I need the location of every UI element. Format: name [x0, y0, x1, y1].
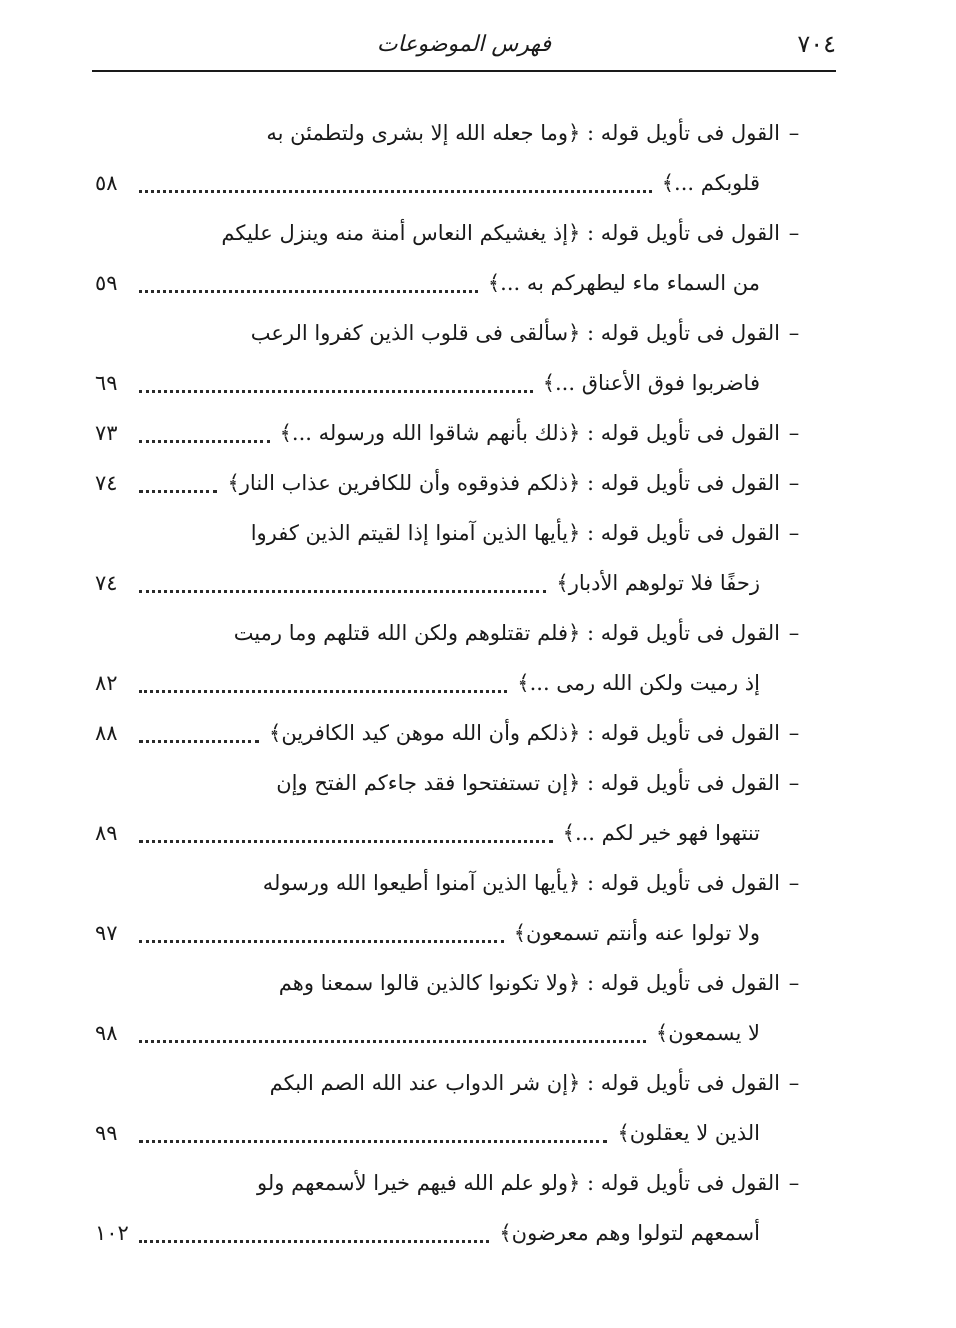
- dot-leader: [139, 840, 553, 843]
- entry-text: القول فى تأويل قوله : ﴿ذلكم فذوقوه وأن للكافرين عذاب النار﴾: [227, 471, 780, 495]
- toc-entry: [95, 708, 806, 758]
- toc-entry: [95, 608, 806, 708]
- toc-entry: [95, 208, 806, 308]
- entry-text-continued: فاضربوا فوق الأعناق ...﴾: [542, 371, 760, 395]
- toc-entry-line: [95, 308, 806, 358]
- entry-page-number: ٨٨: [95, 721, 118, 745]
- entry-dash: –: [788, 471, 800, 495]
- entry-dash: –: [788, 421, 800, 445]
- toc-entry-line: [95, 508, 806, 558]
- entry-text-continued: زحفًا فلا تولوهم الأدبار﴾: [556, 571, 760, 595]
- entry-text-continued: ولا تولوا عنه وأنتم تسمعون﴾: [513, 921, 760, 945]
- toc-entry: [95, 958, 806, 1058]
- entry-page-number: ٩٩: [95, 1121, 118, 1145]
- entry-text-continued: قلوبكم ...﴾: [661, 171, 760, 195]
- entry-page-number: ٨٩: [95, 821, 118, 845]
- entry-text: القول فى تأويل قوله : ﴿يأيها الذين آمنوا إذا لقيتم الذين كفروا: [250, 521, 780, 545]
- toc-entry-line: [95, 608, 806, 658]
- toc-entry: [95, 1158, 806, 1258]
- dot-leader: [139, 940, 504, 943]
- toc-entry-continuation: [95, 258, 806, 308]
- toc-entry-line: [95, 458, 806, 508]
- entry-dash: –: [788, 621, 800, 645]
- entry-text: القول فى تأويل قوله : ﴿ولو علم الله فيهم خيرا لأسمعهم ولو: [257, 1171, 780, 1195]
- toc-entries: [95, 108, 806, 1258]
- toc-entry-continuation: [95, 358, 806, 408]
- entry-page-number: ١٠٢: [95, 1221, 129, 1245]
- dot-leader: [139, 1040, 646, 1043]
- entry-page-number: ٦٩: [95, 371, 118, 395]
- entry-text: القول فى تأويل قوله : ﴿وما جعله الله إلا بشرى ولتطمئن به: [266, 121, 780, 145]
- toc-entry: [95, 408, 806, 458]
- toc-entry-continuation: [95, 1108, 806, 1158]
- entry-page-number: ٥٨: [95, 171, 118, 195]
- entry-dash: –: [788, 221, 800, 245]
- entry-text-continued: تنتهوا فهو خير لكم ...﴾: [562, 821, 760, 845]
- entry-dash: –: [788, 521, 800, 545]
- entry-page-number: ٧٣: [95, 421, 118, 445]
- toc-entry-line: [95, 1158, 806, 1208]
- toc-entry: [95, 308, 806, 408]
- entry-page-number: ٥٩: [95, 271, 118, 295]
- toc-entry-line: [95, 708, 806, 758]
- dot-leader: [139, 590, 546, 593]
- entry-text-continued: من السماء ماء ليطهركم به ...﴾: [487, 271, 760, 295]
- dot-leader: [139, 690, 507, 693]
- toc-entry-line: [95, 1058, 806, 1108]
- entry-text-continued: أسمعهم لتولوا وهم معرضون﴾: [499, 1221, 760, 1245]
- header-rule: [92, 70, 836, 72]
- entry-text-continued: لا يسمعون﴾: [655, 1021, 760, 1045]
- dot-leader: [139, 390, 533, 393]
- toc-entry-continuation: [95, 808, 806, 858]
- dot-leader: [139, 190, 652, 193]
- entry-text: القول فى تأويل قوله : ﴿إذ يغشيكم النعاس أمنة منه وينزل عليكم: [221, 221, 780, 245]
- toc-entry: [95, 758, 806, 858]
- toc-entry-continuation: [95, 908, 806, 958]
- entry-text: القول فى تأويل قوله : ﴿ولا تكونوا كالذين قالوا سمعنا وهم: [278, 971, 780, 995]
- entry-dash: –: [788, 721, 800, 745]
- dot-leader: [139, 1140, 607, 1143]
- entry-text: القول فى تأويل قوله : ﴿إن شر الدواب عند الله الصم البكم: [269, 1071, 780, 1095]
- toc-entry: [95, 508, 806, 608]
- toc-entry-continuation: [95, 658, 806, 708]
- running-title: فهرس الموضوعات: [376, 32, 552, 57]
- entry-dash: –: [788, 971, 800, 995]
- toc-entry-continuation: [95, 158, 806, 208]
- entry-text: القول فى تأويل قوله : ﴿إن تستفتحوا فقد جاءكم الفتح وإن: [276, 771, 780, 795]
- entry-dash: –: [788, 871, 800, 895]
- dot-leader: [139, 290, 478, 293]
- toc-entry-line: [95, 758, 806, 808]
- page-number: ٧٠٤: [797, 30, 836, 58]
- dot-leader: [139, 740, 259, 743]
- entry-text: القول فى تأويل قوله : ﴿ذلكم وأن الله موهن كيد الكافرين﴾: [269, 721, 780, 745]
- entry-page-number: ٧٤: [95, 471, 118, 495]
- entry-page-number: ٧٤: [95, 571, 118, 595]
- toc-entry: [95, 1058, 806, 1158]
- toc-entry-line: [95, 208, 806, 258]
- toc-entry-continuation: [95, 1208, 806, 1258]
- entry-dash: –: [788, 321, 800, 345]
- entry-text: القول فى تأويل قوله : ﴿ذلك بأنهم شاقوا الله ورسوله ...﴾: [279, 421, 780, 445]
- entry-text: القول فى تأويل قوله : ﴿سألقى فى قلوب الذين كفروا الرعب: [250, 321, 780, 345]
- entry-text-continued: إذ رميت ولكن الله رمى ...﴾: [517, 671, 760, 695]
- dot-leader: [139, 490, 217, 493]
- toc-entry-line: [95, 108, 806, 158]
- entry-text: القول فى تأويل قوله : ﴿فلم تقتلوهم ولكن الله قتلهم وما رميت: [233, 621, 780, 645]
- entry-text-continued: الذين لا يعقلون﴾: [617, 1121, 760, 1145]
- toc-entry-line: [95, 408, 806, 458]
- entry-dash: –: [788, 771, 800, 795]
- entry-text: القول فى تأويل قوله : ﴿يأيها الذين آمنوا أطيعوا الله ورسوله: [262, 871, 780, 895]
- dot-leader: [139, 440, 270, 443]
- entry-page-number: ٩٧: [95, 921, 118, 945]
- toc-entry-line: [95, 858, 806, 908]
- entry-dash: –: [788, 1071, 800, 1095]
- page-header: [92, 24, 836, 68]
- toc-entry: [95, 108, 806, 208]
- toc-entry: [95, 458, 806, 508]
- dot-leader: [139, 1240, 489, 1243]
- entry-dash: –: [788, 121, 800, 145]
- entry-dash: –: [788, 1171, 800, 1195]
- toc-entry-continuation: [95, 1008, 806, 1058]
- toc-entry: [95, 858, 806, 958]
- toc-entry-line: [95, 958, 806, 1008]
- entry-page-number: ٩٨: [95, 1021, 118, 1045]
- entry-page-number: ٨٢: [95, 671, 118, 695]
- toc-entry-continuation: [95, 558, 806, 608]
